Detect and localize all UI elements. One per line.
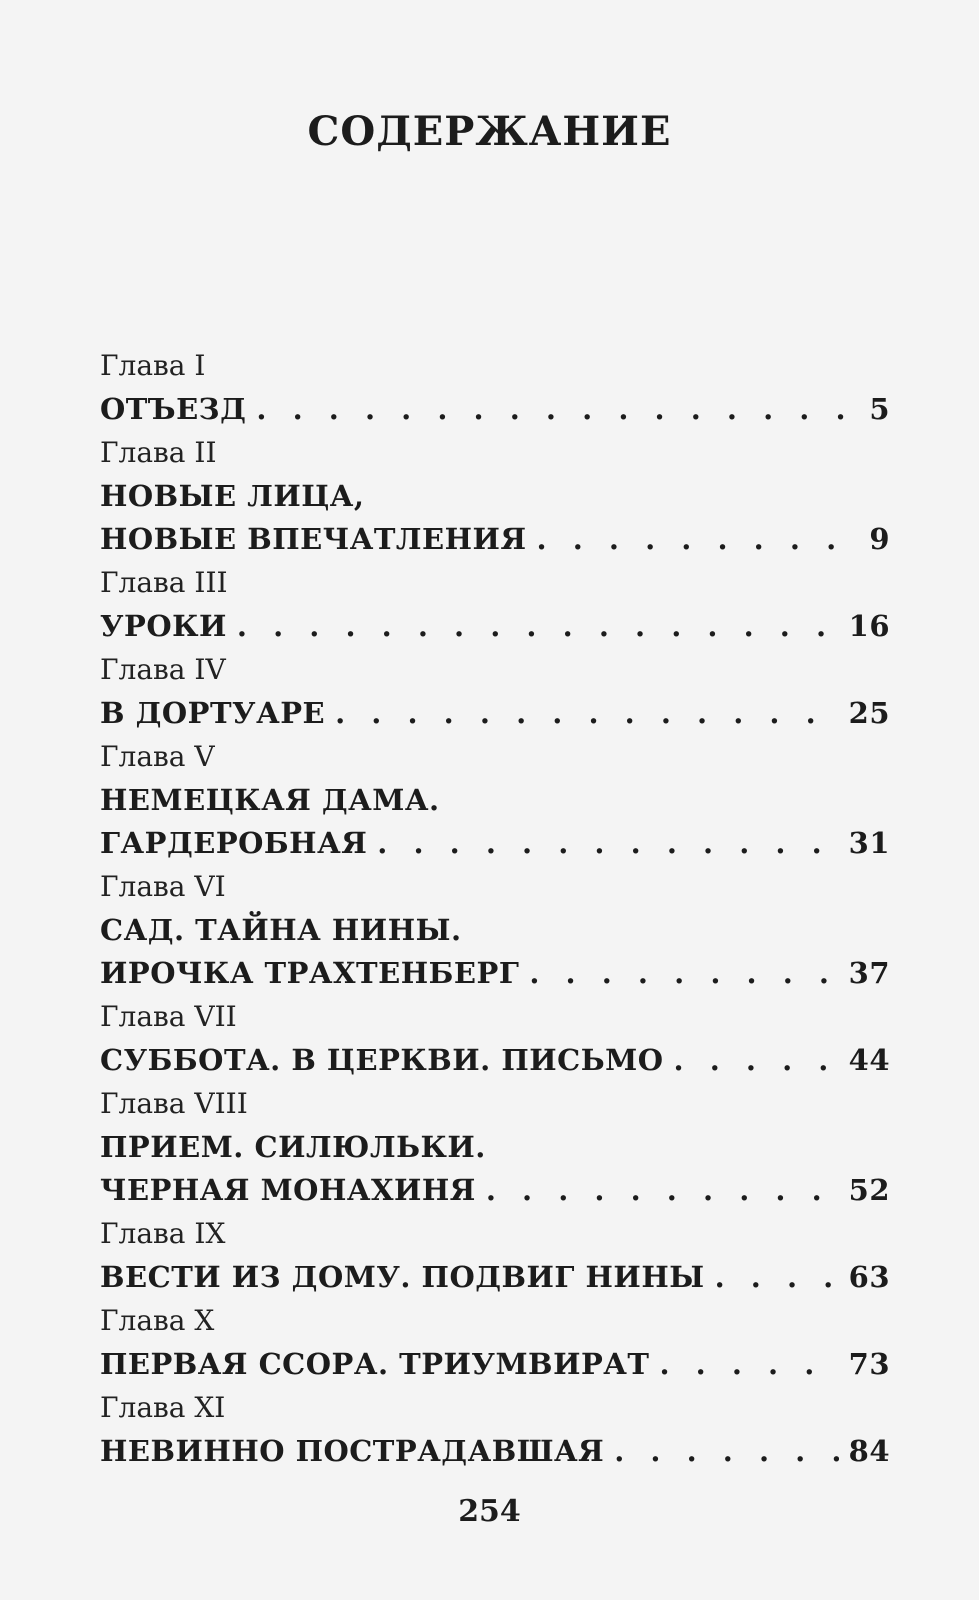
chapter-title: НОВЫЕ ВПЕЧАТЛЕНИЯ: [100, 522, 527, 556]
toc-entry-line: [100, 1169, 890, 1212]
chapter-title: ПЕРВАЯ ССОРА. ТРИУМВИРАТ: [100, 1347, 650, 1381]
chapter-label: Глава II: [100, 436, 217, 469]
chapter-page-number: 84: [848, 1434, 890, 1468]
chapter-label: Глава III: [100, 566, 228, 599]
dot-leader: [537, 518, 844, 561]
chapter-label: Глава IX: [100, 1217, 226, 1250]
toc-entry-line: [100, 518, 890, 561]
chapter-title: НЕМЕЦКАЯ ДАМА.: [100, 783, 440, 817]
chapter-page-number: 16: [848, 609, 890, 643]
chapter-title: ГАРДЕРОБНАЯ: [100, 826, 368, 860]
toc-entry-line: [100, 1343, 890, 1386]
chapter-label: Глава XI: [100, 1391, 226, 1424]
chapter-label: Глава V: [100, 740, 215, 773]
chapter-page-number: 63: [848, 1260, 890, 1294]
toc-entry-line: [100, 1430, 890, 1473]
chapter-page-number: 5: [869, 392, 890, 426]
chapter-title: НЕВИННО ПОСТРАДАВШАЯ: [100, 1434, 605, 1468]
toc-entry-line: [100, 1256, 890, 1299]
chapter-title: В ДОРТУАРЕ: [100, 696, 326, 730]
toc-entry-line: [100, 1126, 890, 1169]
chapter-page-number: 73: [848, 1347, 890, 1381]
chapter-page-number: 44: [848, 1043, 890, 1077]
page-number: 254: [458, 1494, 521, 1529]
toc-entry-line: [100, 388, 890, 431]
chapter-title: УРОКИ: [100, 609, 227, 643]
toc-entry-line: [100, 605, 890, 648]
chapter-title: ЧЕРНАЯ МОНАХИНЯ: [100, 1173, 476, 1207]
chapter-title: ИРОЧКА ТРАХТЕНБЕРГ: [100, 956, 520, 990]
chapter-title: ВЕСТИ ИЗ ДОМУ. ПОДВИГ НИНЫ: [100, 1260, 705, 1294]
dot-leader: [614, 1430, 838, 1473]
chapter-title: НОВЫЕ ЛИЦА,: [100, 479, 365, 513]
chapter-title: САД. ТАЙНА НИНЫ.: [100, 913, 462, 947]
toc-entry-line: [100, 475, 890, 518]
table-of-contents: [100, 344, 890, 1473]
dot-leader: [377, 822, 838, 865]
chapter-page-number: 52: [848, 1173, 890, 1207]
dot-leader: [256, 388, 844, 431]
page-title: СОДЕРЖАНИЕ: [307, 108, 672, 155]
dot-leader: [674, 1039, 839, 1082]
chapter-label: Глава VIII: [100, 1087, 248, 1120]
toc-entry-line: [100, 909, 890, 952]
chapter-label: Глава I: [100, 349, 206, 382]
chapter-label: Глава VI: [100, 870, 226, 903]
chapter-label: Глава X: [100, 1304, 215, 1337]
chapter-page-number: 37: [848, 956, 890, 990]
toc-entry-line: [100, 952, 890, 995]
chapter-label: Глава VII: [100, 1000, 237, 1033]
dot-leader: [715, 1256, 839, 1299]
chapter-title: ОТЪЕЗД: [100, 392, 247, 426]
dot-leader: [529, 952, 838, 995]
dot-leader: [237, 605, 839, 648]
chapter-page-number: 25: [848, 696, 890, 730]
toc-entry-line: [100, 1039, 890, 1082]
toc-entry-line: [100, 692, 890, 735]
toc-entry-line: [100, 779, 890, 822]
chapter-label: Глава IV: [100, 653, 226, 686]
chapter-page-number: 31: [848, 826, 890, 860]
toc-entry-line: [100, 822, 890, 865]
dot-leader: [486, 1169, 839, 1212]
dot-leader: [659, 1343, 838, 1386]
chapter-title: ПРИЕМ. СИЛЮЛЬКИ.: [100, 1130, 486, 1164]
chapter-title: СУББОТА. В ЦЕРКВИ. ПИСЬМО: [100, 1043, 664, 1077]
dot-leader: [335, 692, 839, 735]
chapter-page-number: 9: [869, 522, 890, 556]
